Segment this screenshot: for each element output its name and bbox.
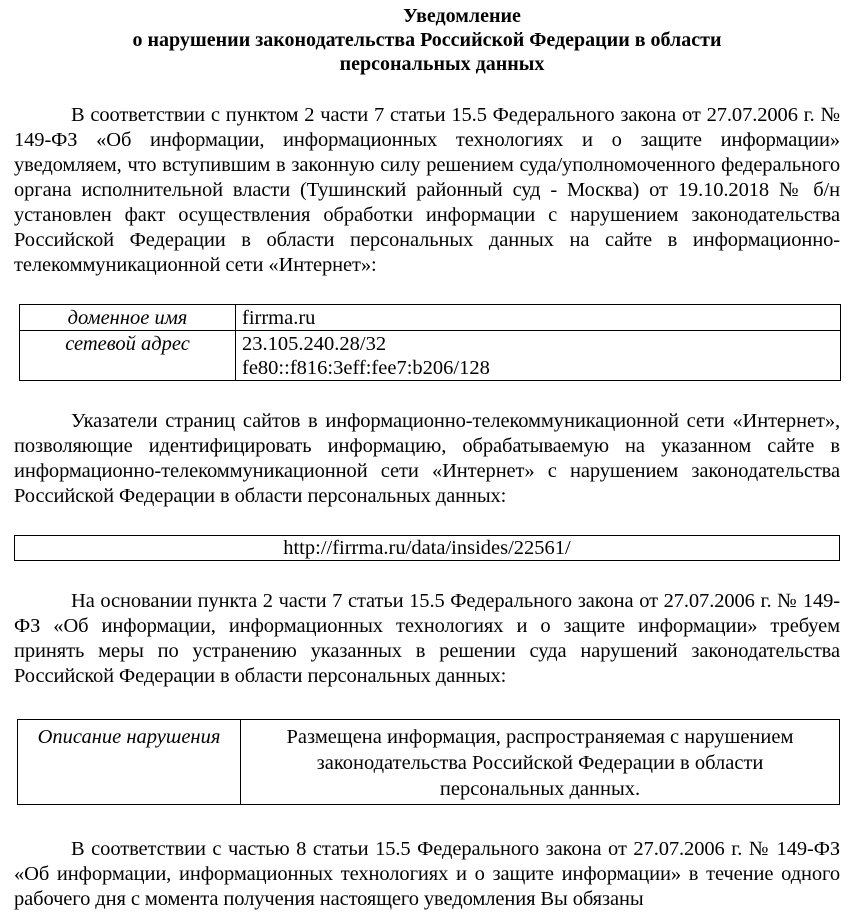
paragraph-court-decision: В соответствии с пунктом 2 части 7 статьи 15.5 Федерального закона от 27.07.2006 г. № 149-ФЗ «Об информации, информационных технологиях и о защите информации» уведомляем, что вступившим в законную силу решением суда/уполномоченного федерального органа исполнительной власти (Тушинский районный суд - Москва) от 19.10.2018 № б/н установлен факт осуществления обработки информации с нарушением законодательства Российской Федерации в области персональных данных на сайте в информационно-телекоммуникационной сети «Интернет»: — [14, 104, 840, 276]
table-row — [18, 720, 840, 805]
network-address-values — [236, 331, 841, 381]
document-title — [14, 4, 840, 76]
title-line-2: о нарушении законодательства Российской Федерации в области — [132, 29, 722, 51]
table-row — [20, 305, 841, 331]
violating-url: http://firrma.ru/data/insides/22561/ — [14, 535, 840, 561]
document-page — [14, 4, 840, 912]
paragraph-demand: На основании пункта 2 части 7 статьи 15.5 Федерального закона от 27.07.2006 г. № 149-ФЗ «Об информации, информационных технологиях и о защите информации» требуем принять меры по устранению указанных в решении суда нарушений законодательства Российской Федерации в области персональных данных: — [14, 590, 840, 687]
network-address-label: сетевой адрес — [20, 331, 236, 381]
table-row — [20, 331, 841, 381]
ipv6-address: fe80::f816:3eff:fee7:b206/128 — [242, 357, 490, 379]
paragraph-page-pointers: Указатели страниц сайтов в информационно-телекоммуникационной сети «Интернет», позволяющие идентифицировать информацию, обрабатываемую на указанном сайте в информационно-телекоммуникационной сети «Интернет» с нарушением законодательства Российской Федерации в области персональных данных: — [14, 410, 840, 507]
violation-description-value: Размещена информация, распространяемая с нарушением законодательства Российской Федерации в области персональных данных. — [241, 720, 840, 805]
domain-name-value: firrma.ru — [236, 305, 841, 331]
ipv4-address: 23.105.240.28/32 — [242, 333, 387, 355]
domain-name-label: доменное имя — [20, 305, 236, 331]
title-line-3: персональных данных — [339, 53, 545, 75]
paragraph-obligation: В соответствии с частью 8 статьи 15.5 Федерального закона от 27.07.2006 г. № 149-ФЗ «Об информации, информационных технологиях и о защите информации» в течение одного рабочего дня с момента получения настоящего уведомления Вы обязаны — [14, 838, 840, 910]
violation-description-label: Описание нарушения — [18, 720, 241, 805]
site-info-table — [19, 304, 841, 381]
title-line-1: Уведомление — [403, 5, 521, 27]
violation-table — [17, 719, 840, 805]
